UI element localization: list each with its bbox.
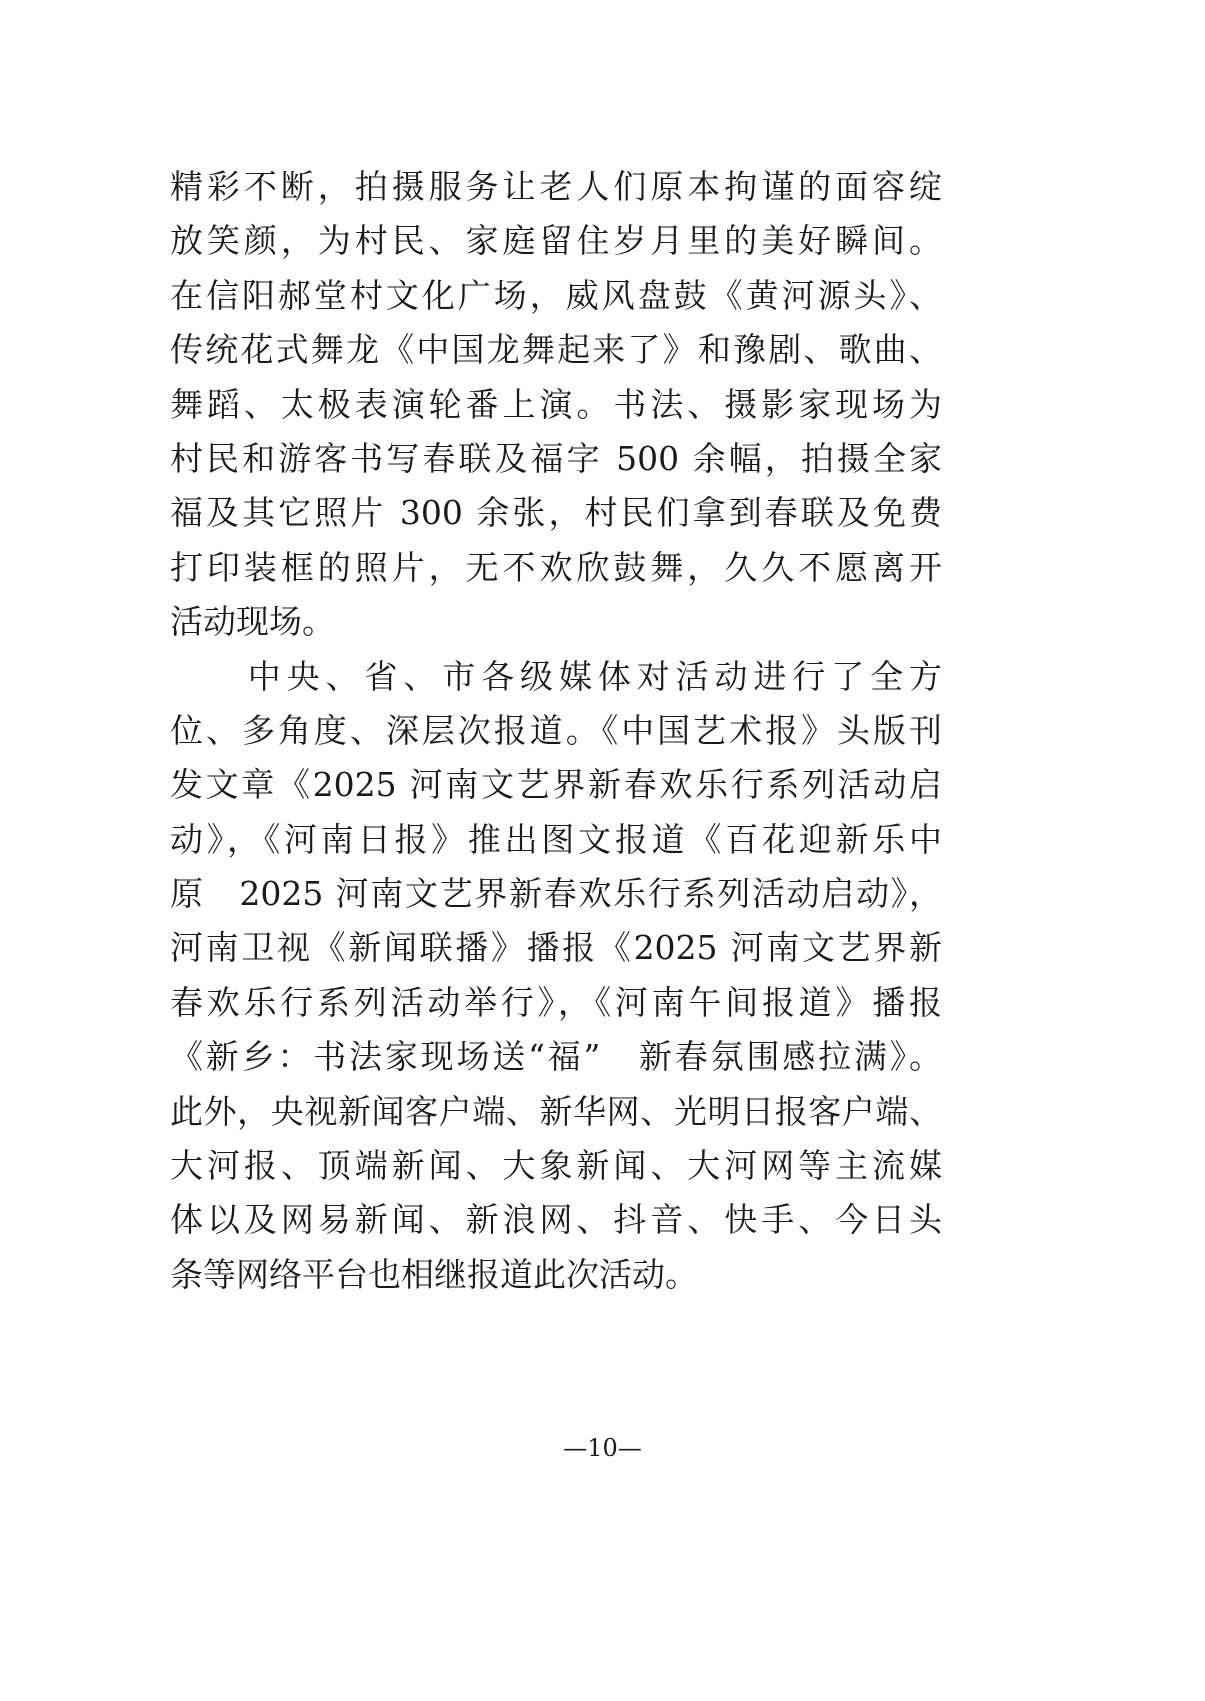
page-number: —10— bbox=[563, 1434, 642, 1462]
text-line: 大河报、顶端新闻、大象新闻、大河网等主流媒 bbox=[170, 1146, 942, 1186]
text-line: 打印装框的照片，无不欢欣鼓舞，久久不愿离开 bbox=[170, 547, 942, 587]
text-line: 动》，《河南日报》推出图文报道《百花迎新乐中 bbox=[170, 819, 942, 859]
paragraph-start-line: 中央、省、市各级媒体对活动进行了全方 bbox=[170, 656, 942, 696]
text-line: 原 2025 河南文艺界新春欢乐行系列活动启动》， bbox=[170, 874, 942, 914]
text-line: 条等网络平台也相继报道此次活动。 bbox=[170, 1254, 698, 1294]
text-line: 传统花式舞龙《中国龙舞起来了》和豫剧、歌曲、 bbox=[170, 330, 942, 370]
text-line: 福及其它照片 300 余张，村民们拿到春联及免费 bbox=[170, 493, 942, 533]
text-line: 体以及网易新闻、新浪网、抖音、快手、今日头 bbox=[170, 1200, 942, 1240]
text-line: 河南卫视《新闻联播》播报《2025 河南文艺界新 bbox=[170, 928, 942, 968]
text-line: 精彩不断，拍摄服务让老人们原本拘谨的面容绽 bbox=[170, 167, 942, 206]
text-line: 活动现场。 bbox=[170, 602, 335, 642]
text-line: 此外，央视新闻客户端、新华网、光明日报客户端、 bbox=[170, 1091, 942, 1131]
body-text bbox=[170, 160, 942, 1302]
text-line: 位、多角度、深层次报道。《中国艺术报》头版刊 bbox=[170, 710, 942, 750]
text-line: 舞蹈、太极表演轮番上演。书法、摄影家现场为 bbox=[170, 384, 942, 424]
text-line: 春欢乐行系列活动举行》，《河南午间报道》播报 bbox=[170, 982, 942, 1022]
text-line: 《新乡：书法家现场送“福” 新春氛围感拉满》。 bbox=[170, 1037, 942, 1077]
text-line: 发文章《2025 河南文艺界新春欢乐行系列活动启 bbox=[170, 765, 942, 805]
text-line: 村民和游客书写春联及福字 500 余幅，拍摄全家 bbox=[170, 438, 942, 478]
text-line: 放笑颜，为村民、家庭留住岁月里的美好瞬间。 bbox=[170, 221, 942, 261]
text-line: 在信阳郝堂村文化广场，威风盘鼓《黄河源头》、 bbox=[170, 275, 942, 315]
